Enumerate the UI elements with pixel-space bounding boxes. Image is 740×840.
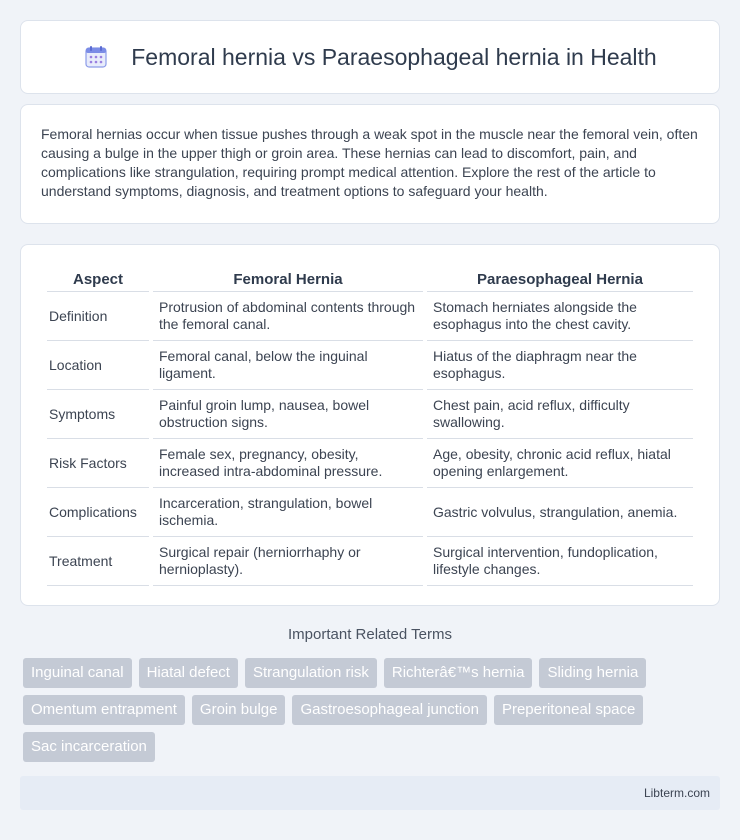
related-term-tag[interactable]: Richterâ€™s hernia xyxy=(384,658,533,688)
femoral-cell: Femoral canal, below the inguinal ligament. xyxy=(153,341,423,390)
related-term-tag[interactable]: Sliding hernia xyxy=(539,658,646,688)
related-terms-list xyxy=(23,658,703,762)
related-term-tag[interactable]: Preperitoneal space xyxy=(494,695,643,725)
table-row xyxy=(47,292,693,341)
femoral-cell: Female sex, pregnancy, obesity, increased intra-abdominal pressure. xyxy=(153,439,423,488)
table-header-row xyxy=(47,265,693,292)
aspect-cell: Treatment xyxy=(47,537,149,586)
related-term-tag[interactable]: Groin bulge xyxy=(192,695,286,725)
related-term-tag[interactable]: Inguinal canal xyxy=(23,658,132,688)
intro-card xyxy=(20,104,720,224)
related-term-tag[interactable]: Gastroesophageal junction xyxy=(292,695,486,725)
table-row xyxy=(47,390,693,439)
aspect-cell: Location xyxy=(47,341,149,390)
table-row xyxy=(47,439,693,488)
site-link[interactable]: Libterm.com xyxy=(643,786,710,800)
footer xyxy=(20,776,720,810)
femoral-cell: Painful groin lump, nausea, bowel obstruction signs. xyxy=(153,390,423,439)
paraesophageal-cell: Surgical intervention, fundoplication, lifestyle changes. xyxy=(427,537,693,586)
table-row xyxy=(47,537,693,586)
title-card xyxy=(20,20,720,94)
intro-paragraph: Femoral hernias occur when tissue pushes through a weak spot in the muscle near the femoral vein, often causing a bulge in the upper thigh or groin area. These hernias can lead to discomfort, pain, and complications like strangulation, requiring prompt medical attention. Explore the rest of the article to understand symptoms, diagnosis, and treatment options to safeguard your health. xyxy=(41,126,698,199)
paraesophageal-cell: Age, obesity, chronic acid reflux, hiatal opening enlargement. xyxy=(427,439,693,488)
comparison-card xyxy=(20,244,720,606)
paraesophageal-cell: Chest pain, acid reflux, difficulty swallowing. xyxy=(427,390,693,439)
aspect-cell: Symptoms xyxy=(47,390,149,439)
page-title: Femoral hernia vs Paraesophageal hernia in Health xyxy=(131,43,657,70)
related-term-tag[interactable]: Omentum entrapment xyxy=(23,695,185,725)
header-aspect: Aspect xyxy=(47,265,149,292)
related-terms-heading: Important Related Terms xyxy=(288,626,452,643)
aspect-cell: Complications xyxy=(47,488,149,537)
header-femoral: Femoral Hernia xyxy=(153,265,423,292)
femoral-cell: Incarceration, strangulation, bowel ischemia. xyxy=(153,488,423,537)
aspect-cell: Definition xyxy=(47,292,149,341)
header-paraesophageal: Paraesophageal Hernia xyxy=(427,265,693,292)
femoral-cell: Surgical repair (herniorrhaphy or hernioplasty). xyxy=(153,537,423,586)
comparison-table xyxy=(43,265,697,586)
femoral-cell: Protrusion of abdominal contents through the femoral canal. xyxy=(153,292,423,341)
paraesophageal-cell: Hiatus of the diaphragm near the esophagus. xyxy=(427,341,693,390)
related-term-tag[interactable]: Sac incarceration xyxy=(23,732,155,762)
table-row xyxy=(47,341,693,390)
related-term-tag[interactable]: Strangulation risk xyxy=(245,658,377,688)
related-term-tag[interactable]: Hiatal defect xyxy=(139,658,238,688)
paraesophageal-cell: Stomach herniates alongside the esophagus into the chest cavity. xyxy=(427,292,693,341)
calendar-icon xyxy=(83,44,109,70)
table-row xyxy=(47,488,693,537)
paraesophageal-cell: Gastric volvulus, strangulation, anemia. xyxy=(427,488,693,537)
aspect-cell: Risk Factors xyxy=(47,439,149,488)
